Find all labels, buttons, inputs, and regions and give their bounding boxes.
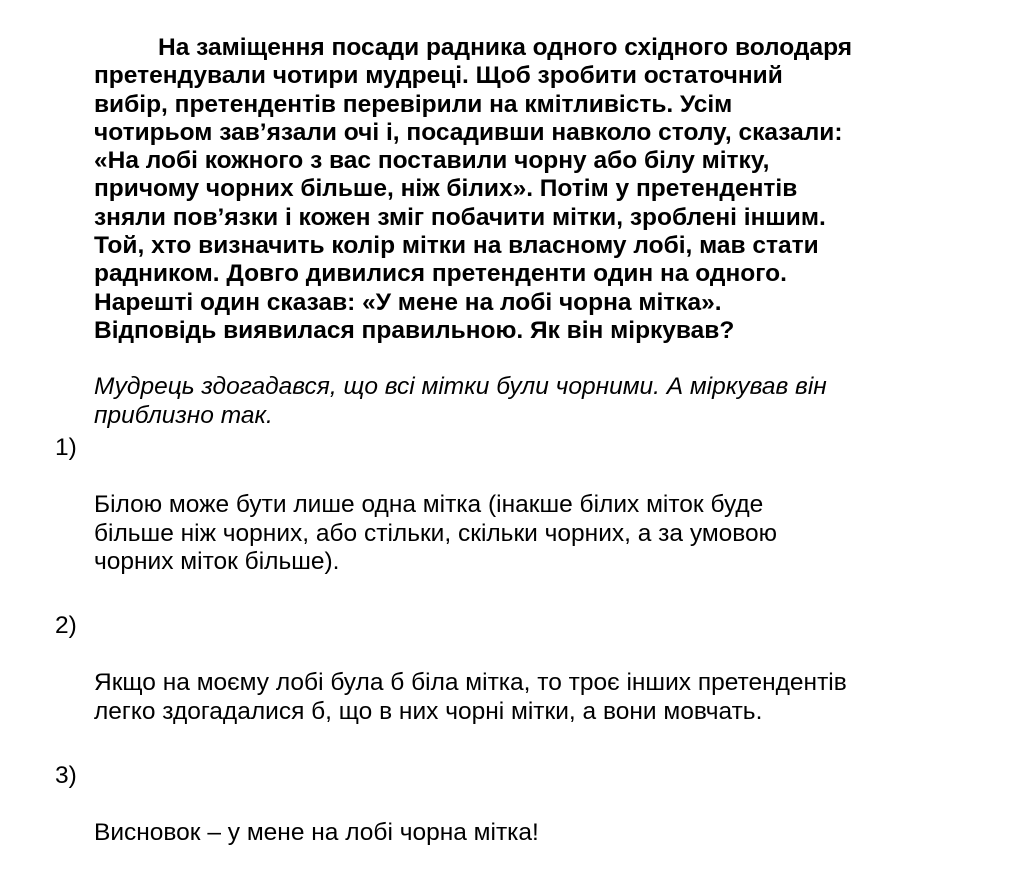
- step-text: Якщо на моєму лобі була б біла мітка, то троє інших претендентів легко здогадалися б, що в них чорні мітки, а вони мовчать.: [94, 669, 847, 725]
- solution-steps: [55, 434, 995, 883]
- step-number: 3): [55, 761, 77, 789]
- answer-intro: Мудрець здогадався, що всі мітки були чорними. А міркував він приблизно так.: [94, 373, 827, 429]
- step-number: 2): [55, 612, 77, 639]
- step-2: [55, 612, 995, 755]
- step-number: 1): [55, 434, 77, 461]
- problem-text: На заміщення посади радника одного східного володаря претендували чотири мудреці. Щоб зробити остаточний вибір, претендентів перевірили на кмітливість. Усім чотирьом зав’язали очі і, посадивши навколо столу, сказали: «На лобі кожного з вас поставили чорну або білу мітку, причому чорних більше, ніж білих». Потім у претендентів зняли пов’язки і кожен зміг побачити мітки, зроблені іншим. Той, хто визначить колір мітки на власному лобі, мав стати радником. Довго дивилися претенденти один на одного. Нарешті один сказав: «У мене на лобі чорна мітка». Відповідь виявилася правильною. Як він міркував?: [94, 34, 853, 344]
- step-text: Висновок – у мене на лобі чорна мітка!: [94, 818, 539, 846]
- step-text: Білою може бути лише одна мітка (інакше білих міток буде більше ніж чорних, або стільки, скільки чорних, а за умовою чорних міток більше).: [94, 491, 778, 575]
- step-3: [55, 762, 995, 876]
- step-1: [55, 434, 995, 605]
